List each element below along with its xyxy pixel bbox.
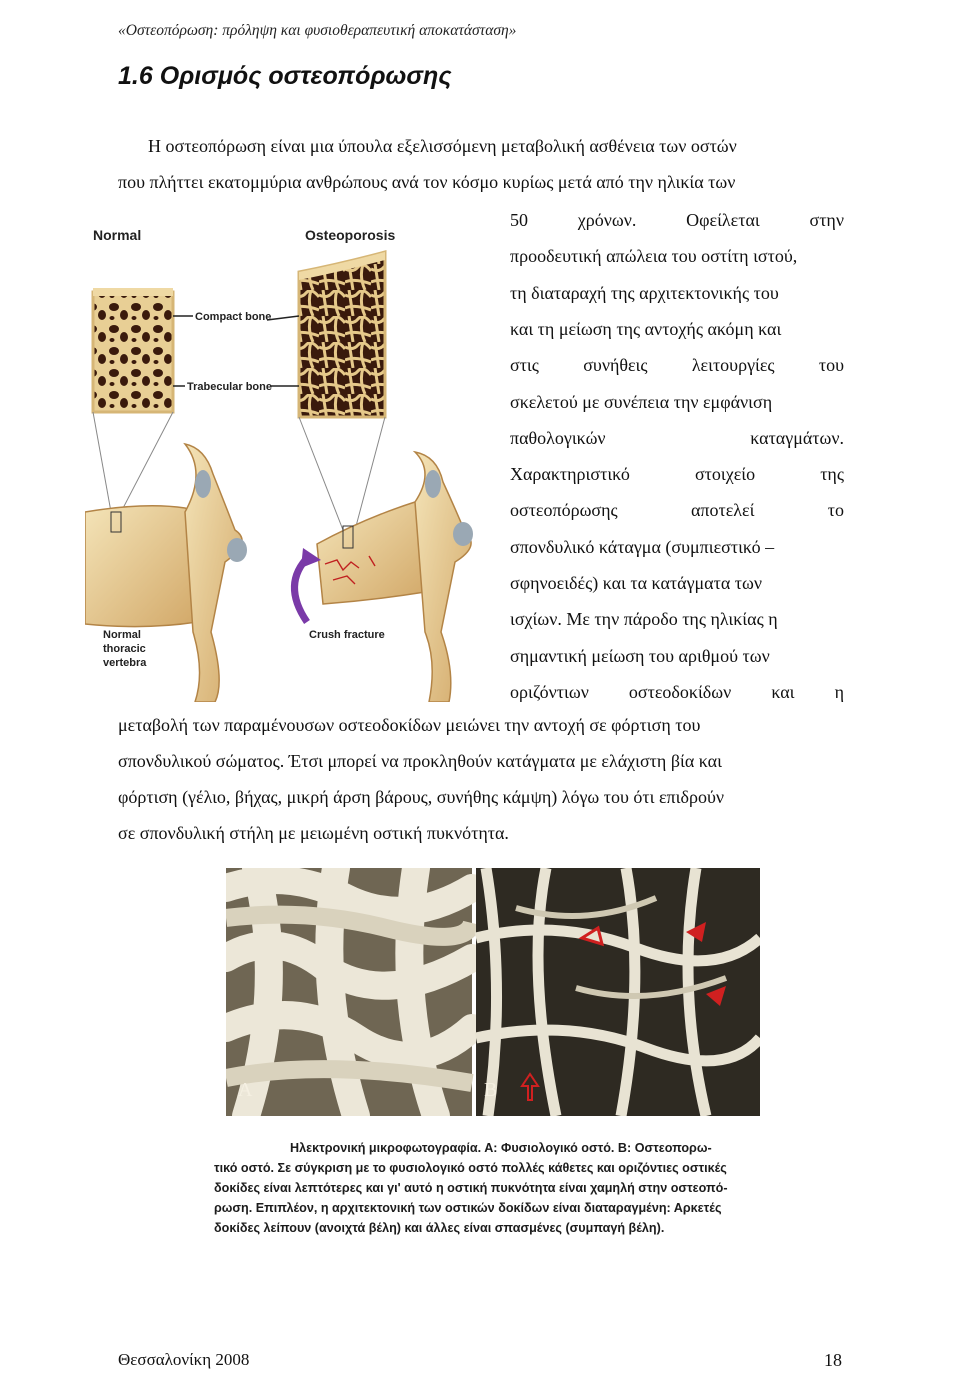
side-paragraph-word: σπονδυλικό κάταγμα (συμπιεστικό – (510, 536, 775, 557)
caption-line: δοκίδες είναι λεπτότερες και γι' αυτό η οστική πυκνότητα είναι χαμηλή στην οστεοπό- (214, 1181, 728, 1195)
side-paragraph-word: σκελετού με συνέπεια την εμφάνιση (510, 391, 773, 412)
side-paragraph-word: παθολογικών (510, 427, 606, 448)
side-paragraph-word: στις (510, 355, 539, 376)
panel-b-label: B (484, 1079, 498, 1101)
side-paragraph-word: λειτουργίες (691, 355, 775, 376)
side-paragraph-word: αποτελεί (690, 500, 755, 521)
side-paragraph-line (510, 464, 844, 485)
side-paragraph-word: χρόνων. (577, 210, 637, 230)
side-paragraph-word: καταγμάτων. (750, 427, 844, 448)
side-paragraph-word: στοιχείο (694, 464, 756, 485)
caption-line: δοκίδες λείπουν (ανοιχτά βέλη) και άλλες είναι σπασμένες (συμπαγή βέλη). (214, 1221, 665, 1235)
side-paragraph-line (510, 355, 844, 376)
side-paragraph-line (510, 609, 844, 630)
side-paragraph-word: της (820, 464, 844, 485)
micrograph-caption (214, 1138, 784, 1238)
side-paragraph-word: στην (809, 210, 844, 230)
page-number: 18 (824, 1350, 842, 1370)
caption-line: ρωση. Επιπλέον, η αρχιτεκτονική των οστικών δοκίδων είναι διαταραγμένη: Αρκετές (214, 1201, 722, 1215)
side-paragraph-line (510, 682, 844, 703)
paragraph-line: μεταβολή των παραμένουσων οστεοδοκίδων μειώνει την αντοχή σε φόρτιση του (118, 715, 701, 735)
side-paragraph-word: Χαρακτηριστικό (510, 464, 630, 485)
side-paragraph-word: ισχίων. Με την πάροδο της ηλικίας η (510, 609, 778, 630)
micrograph-panel-b (476, 868, 760, 1116)
side-paragraph-line (510, 246, 844, 267)
compact-bone-label: Compact bone (195, 311, 272, 323)
micrograph-panel-a (226, 868, 472, 1116)
side-paragraph-word: Οφείλεται (686, 210, 760, 230)
side-paragraph-word: και (771, 681, 795, 702)
paragraph-line: Η οστεοπόρωση είναι μια ύπουλα εξελισσόμενη μεταβολική ασθένεια των οστών (148, 136, 737, 156)
side-paragraph-word: οστεοδοκίδων (628, 681, 732, 702)
side-paragraph-line (510, 210, 844, 231)
side-paragraph-word: οστεοπόρωσης (510, 500, 618, 521)
section-title: 1.6 Ορισμός οστεοπόρωσης (118, 62, 452, 90)
side-paragraph-line (510, 573, 844, 594)
side-paragraph-line (510, 500, 844, 521)
normal-compact-layer (93, 288, 173, 296)
side-paragraph-line (510, 646, 844, 667)
running-header: «Οστεοπόρωση: πρόληψη και φυσιοθεραπευτική αποκατάσταση» (118, 22, 517, 39)
normal-trabecular-panel (93, 292, 173, 412)
trabecular-bone-label: Trabecular bone (187, 381, 272, 393)
side-paragraph-word: οριζόντιων (510, 681, 589, 702)
footer-city-year: Θεσσαλονίκη 2008 (118, 1350, 250, 1369)
side-paragraph-word: προοδευτική απώλεια του οστίτη ιστού, (510, 246, 798, 267)
compact-arrow-right (267, 316, 299, 320)
paragraph-line: σπονδυλικού σώματος. Έτσι μπορεί να προκληθούν κατάγματα με ελάχιστη βία και (118, 751, 722, 771)
side-paragraph-word: σημαντική μείωση του αριθμού των (510, 645, 770, 666)
side-paragraph-line (510, 428, 844, 449)
side-paragraph-line (510, 319, 844, 340)
side-paragraph-word: το (827, 500, 844, 521)
figure-label-osteoporosis: Osteoporosis (305, 227, 396, 243)
caption-line: Ηλεκτρονική μικροφωτογραφία. Α: Φυσιολογικό οστό. Β: Οστεοπορω- (290, 1141, 712, 1155)
side-paragraph-word: 50 (510, 210, 528, 230)
side-paragraph-word: συνήθεις (583, 355, 648, 376)
paragraph-line: που πλήττει εκατομμύρια ανθρώπους ανά τον κόσμο κυρίως μετά από την ηλικία των (118, 172, 736, 192)
side-paragraph-word: η (834, 681, 844, 702)
figure-label-normal: Normal (93, 227, 142, 243)
paragraph-line: φόρτιση (γέλιο, βήχας, μικρή άρση βάρους, συνήθης κάμψη) λόγω του ότι επιδρούν (118, 787, 724, 807)
osteoporotic-vertebra-illustration (317, 452, 473, 702)
side-paragraph-word: του (818, 355, 844, 376)
normal-vertebra-label-1: Normal (103, 629, 141, 641)
side-paragraph-word: σφηνοειδές) και τα κατάγματα των (510, 573, 762, 593)
normal-vertebra-label-3: vertebra (103, 657, 147, 669)
crush-fracture-label: Crush fracture (309, 629, 385, 641)
caption-line: τικό οστό. Σε σύγκριση με το φυσιολογικό οστό πολλές κάθετες και οριζόντιες οστικές (214, 1161, 727, 1175)
side-paragraph-word: τη διαταραχή της αρχιτεκτονικής του (510, 282, 779, 303)
paragraph-line: σε σπονδυλική στήλη με μειωμένη οστική πυκνότητα. (118, 823, 509, 843)
side-paragraph-line (510, 392, 844, 413)
side-paragraph-line (510, 537, 844, 558)
side-paragraph-word: και τη μείωση της αντοχής ακόμη και (510, 318, 782, 339)
side-paragraph-line (510, 283, 844, 304)
panel-a-label: A (238, 1079, 253, 1101)
normal-vertebra-label-2: thoracic (103, 643, 146, 655)
vertebra-comparison-figure (85, 212, 495, 702)
micrograph-figure (226, 868, 760, 1116)
